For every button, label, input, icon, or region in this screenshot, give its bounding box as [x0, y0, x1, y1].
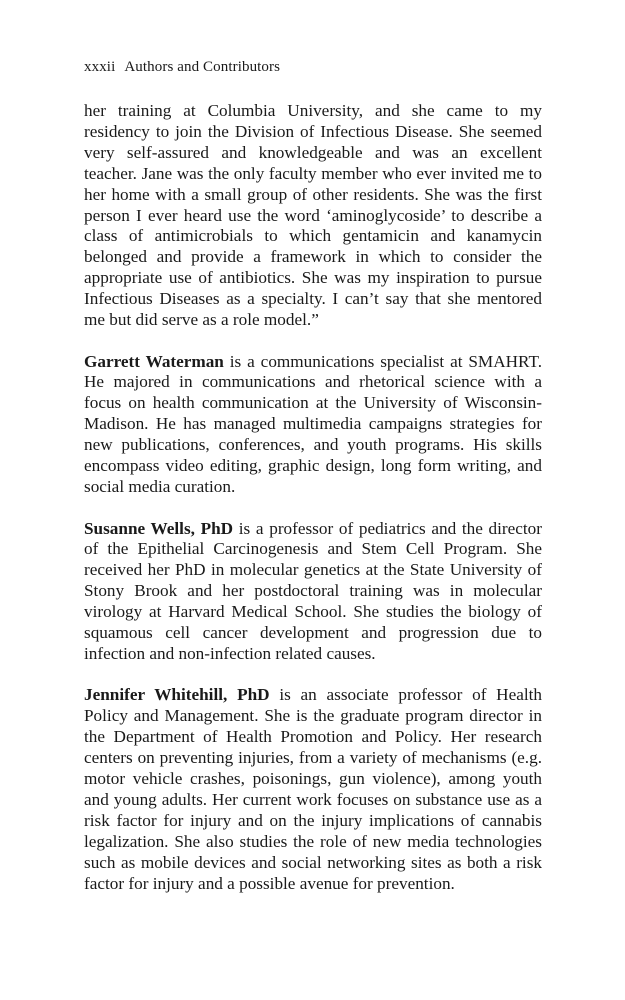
bio-text: is a communications specialist at SMAHRT. He majored in communications and rhetorical science with a focus on health communication at the University of Wisconsin-Madison. He has managed multimedia campaigns strategies for new publications, conferences, and youth programs. His skills encompass video editing, graphic design, long form writing, and social media curation.	[84, 351, 542, 496]
bio-garrett-waterman	[84, 352, 542, 498]
bio-text: is a professor of pediatrics and the director of the Epithelial Carcinogenesis and Stem Cell Program. She received her PhD in molecular genetics at the State University of Stony Brook and her postdoctoral training was in molecular virology at Harvard Medical School. She studies the biology of squamous cell cancer development and progression due to infection and non-infection related causes.	[84, 518, 542, 663]
running-head	[84, 57, 542, 77]
bio-text: is an associate professor of Health Policy and Management. She is the graduate program director in the Department of Health Promotion and Policy. Her research centers on preventing injuries, from a variety of mechanisms (e.g. motor vehicle crashes, poisonings, gun violence), among youth and young adults. Her current work focuses on substance use as a risk factor for injury and on the injury implications of cannabis legalization. She also studies the role of new media technologies such as mobile devices and social networking sites as both a risk factor for injury and a possible avenue for prevention.	[84, 685, 542, 893]
contributor-name: Susanne Wells, PhD	[84, 518, 234, 538]
paragraph-text: her training at Columbia University, and she came to my residency to join the Division of Infectious Disease. She seemed very self-assured and knowledgeable and was an excellent teacher. Jane was the only faculty member who ever invited me to her home with a small group of other residents. She was the first person I ever heard use the word ‘aminoglycoside’ to describe a class of antimicrobials to which gentamicin and kanamycin belonged and provide a framework in which to consider the appropriate use of antibiotics. She was my inspiration to pursue Infectious Diseases as a specialty. I can’t say that she mentored me but did serve as a role model.”	[84, 101, 542, 330]
bio-jennifer-whitehill	[84, 685, 542, 894]
bio-susanne-wells	[84, 519, 542, 665]
page-number: xxxii	[84, 59, 116, 75]
contributor-name: Jennifer Whitehill, PhD	[84, 685, 270, 705]
contributor-name: Garrett Waterman	[84, 351, 224, 371]
paragraph-continued	[84, 101, 542, 331]
section-title: Authors and Contributors	[124, 59, 281, 75]
book-page	[84, 57, 542, 895]
